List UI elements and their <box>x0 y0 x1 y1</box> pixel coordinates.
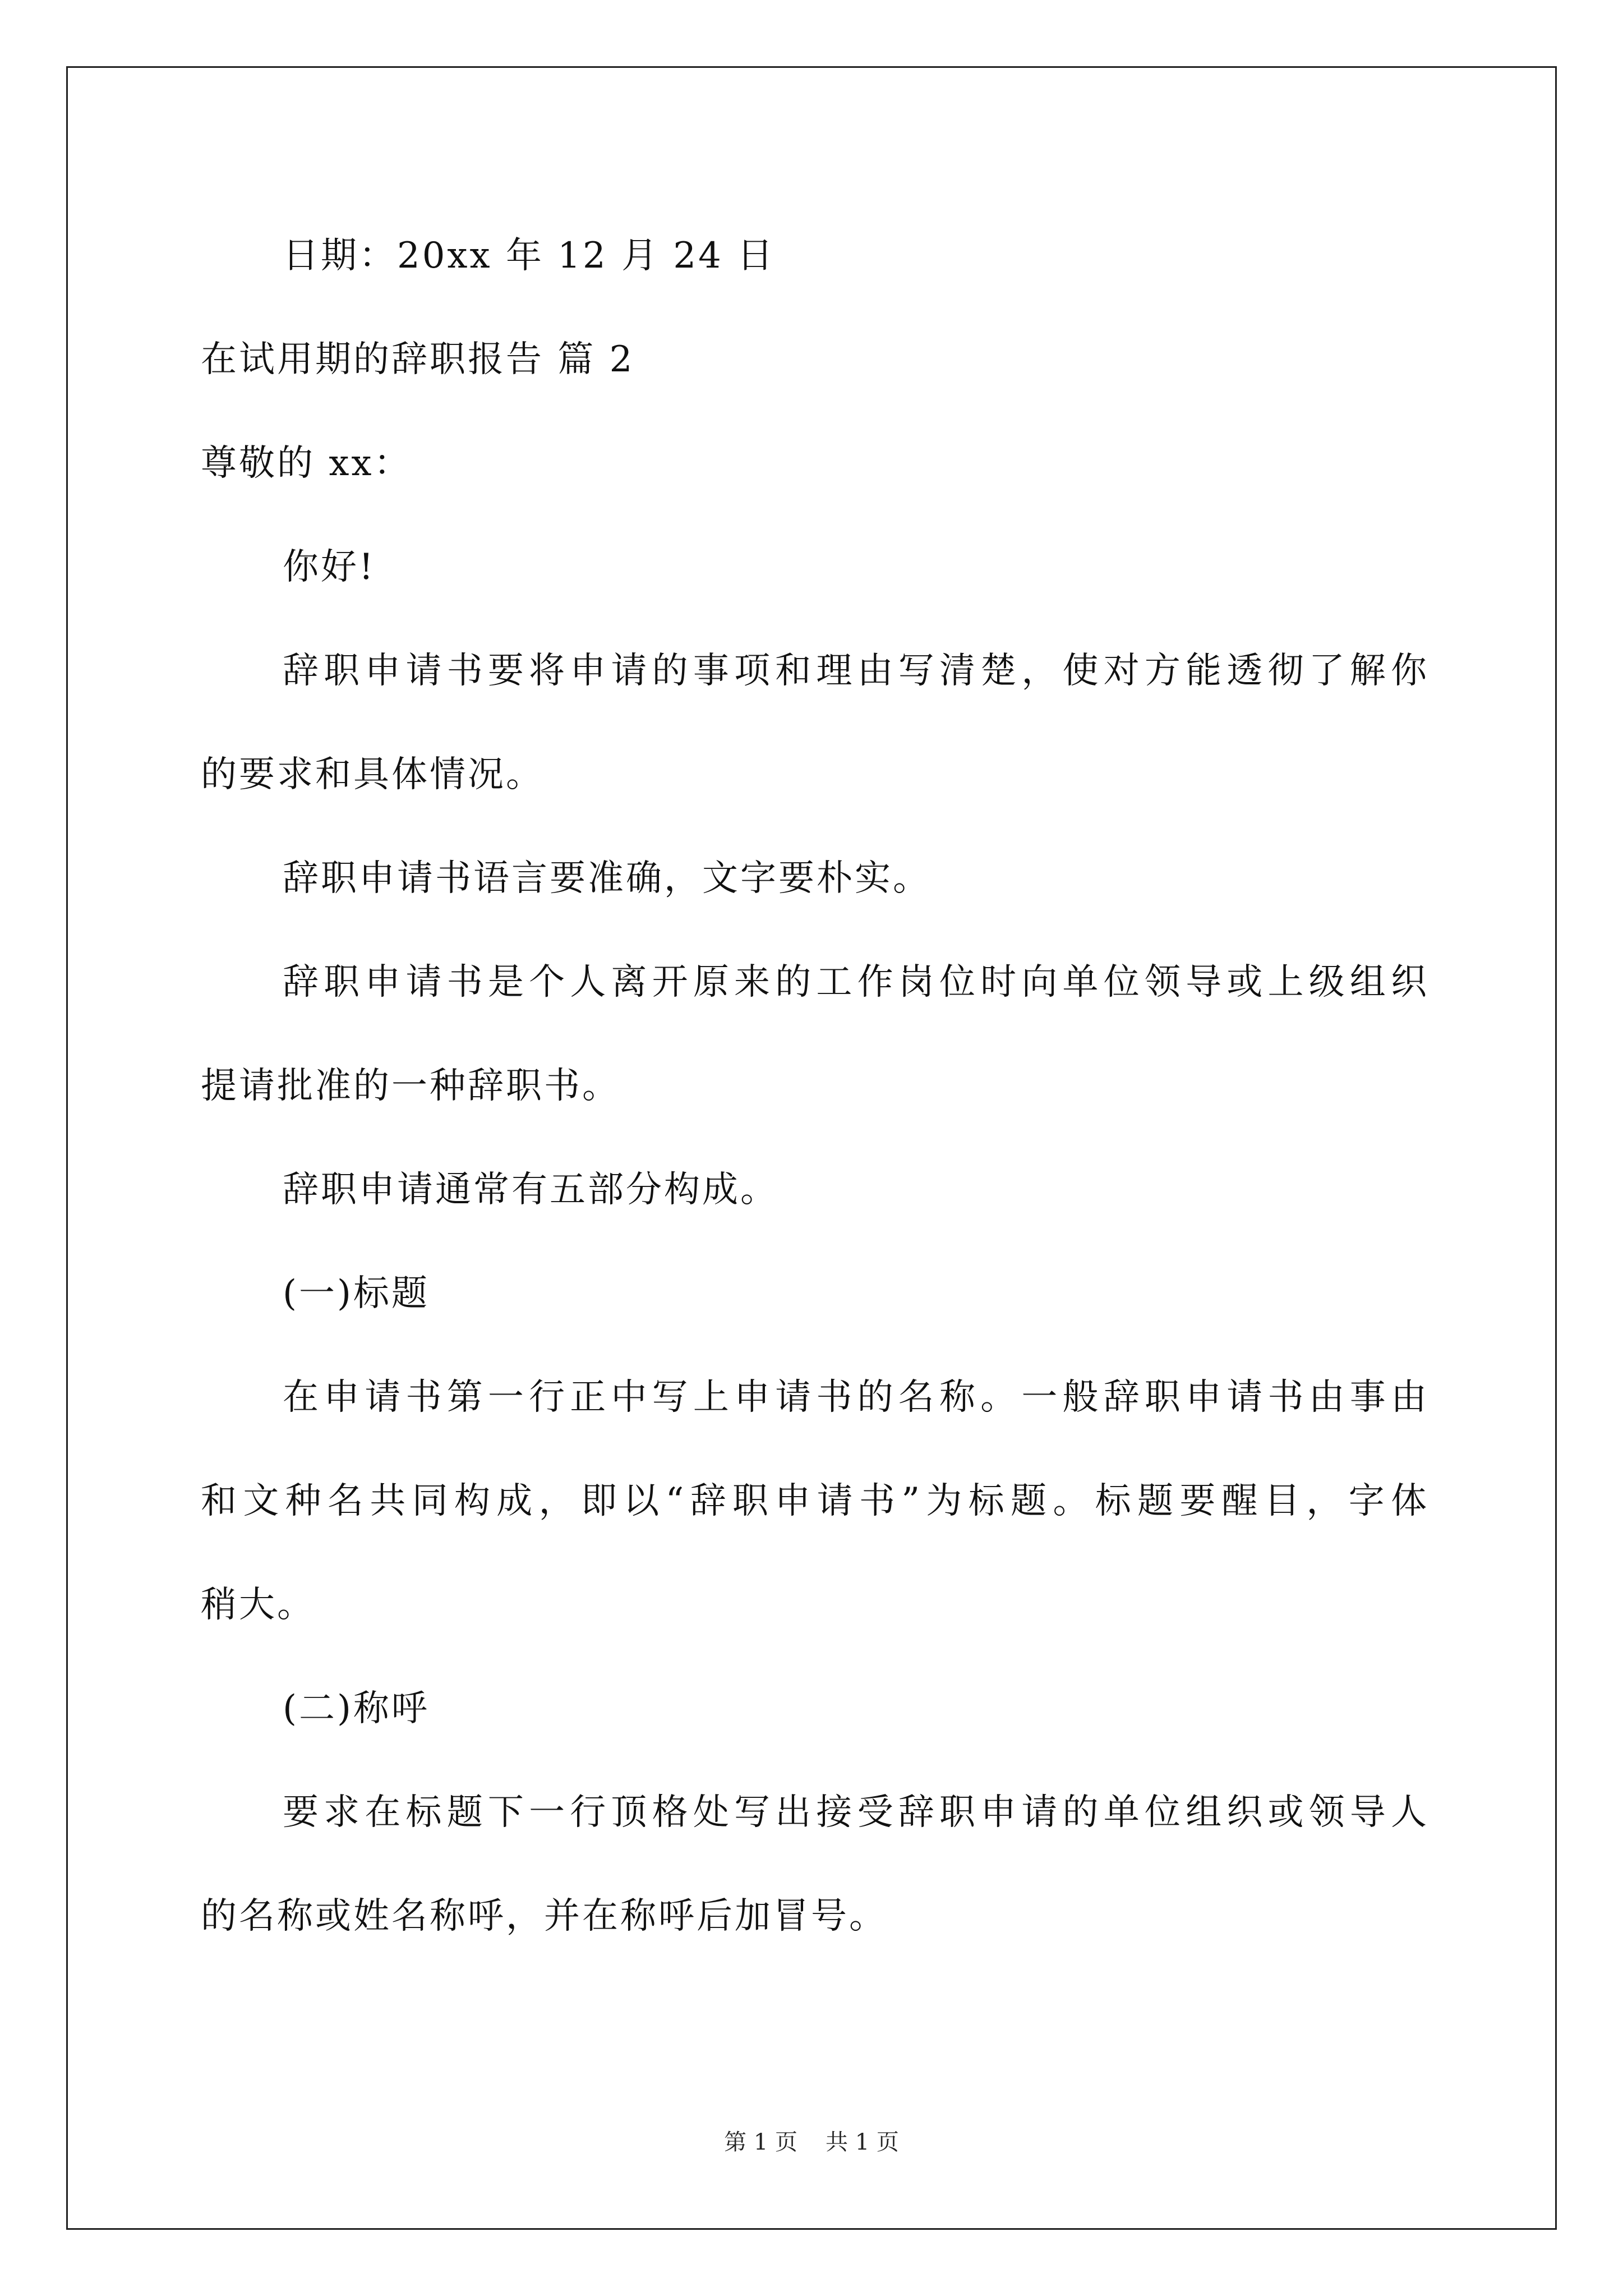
greeting: 你好! <box>283 546 376 588</box>
paragraph-line: 提请批准的一种辞职书。 <box>201 1065 620 1107</box>
date-line: 日期：20xx 年 12 月 24 日 <box>283 235 776 277</box>
paragraph-line: 的要求和具体情况。 <box>201 754 544 795</box>
salutation: 尊敬的 xx： <box>201 443 412 484</box>
paragraph-line: 辞职申请书语言要准确，文字要朴实。 <box>283 858 931 899</box>
paragraph-line: 的名称或姓名称呼，并在称呼后加冒号。 <box>201 1895 887 1937</box>
paragraph-line: 辞职申请书要将申请的事项和理由写清楚，使对方能透彻了解你 <box>283 650 1429 692</box>
page-footer <box>0 2129 1623 2156</box>
paragraph-line: 稍大。 <box>201 1584 315 1626</box>
subheading-title: (一)标题 <box>283 1273 430 1314</box>
section-title: 在试用期的辞职报告 篇 2 <box>201 339 635 380</box>
page-number: 第 1 页 <box>724 2129 797 2155</box>
subheading-salutation: (二)称呼 <box>283 1688 430 1729</box>
paragraph-line: 要求在标题下一行顶格处写出接受辞职申请的单位组织或领导人 <box>283 1792 1429 1833</box>
paragraph-line: 和文种名共同构成，即以“辞职申请书”为标题。标题要醒目，字体 <box>201 1480 1429 1522</box>
paragraph-line: 辞职申请通常有五部分构成。 <box>283 1169 778 1211</box>
page-total: 共 1 页 <box>826 2129 899 2155</box>
paragraph-line: 辞职申请书是个人离开原来的工作岗位时向单位领导或上级组织 <box>283 961 1429 1003</box>
paragraph-line: 在申请书第一行正中写上申请书的名称。一般辞职申请书由事由 <box>283 1377 1429 1418</box>
